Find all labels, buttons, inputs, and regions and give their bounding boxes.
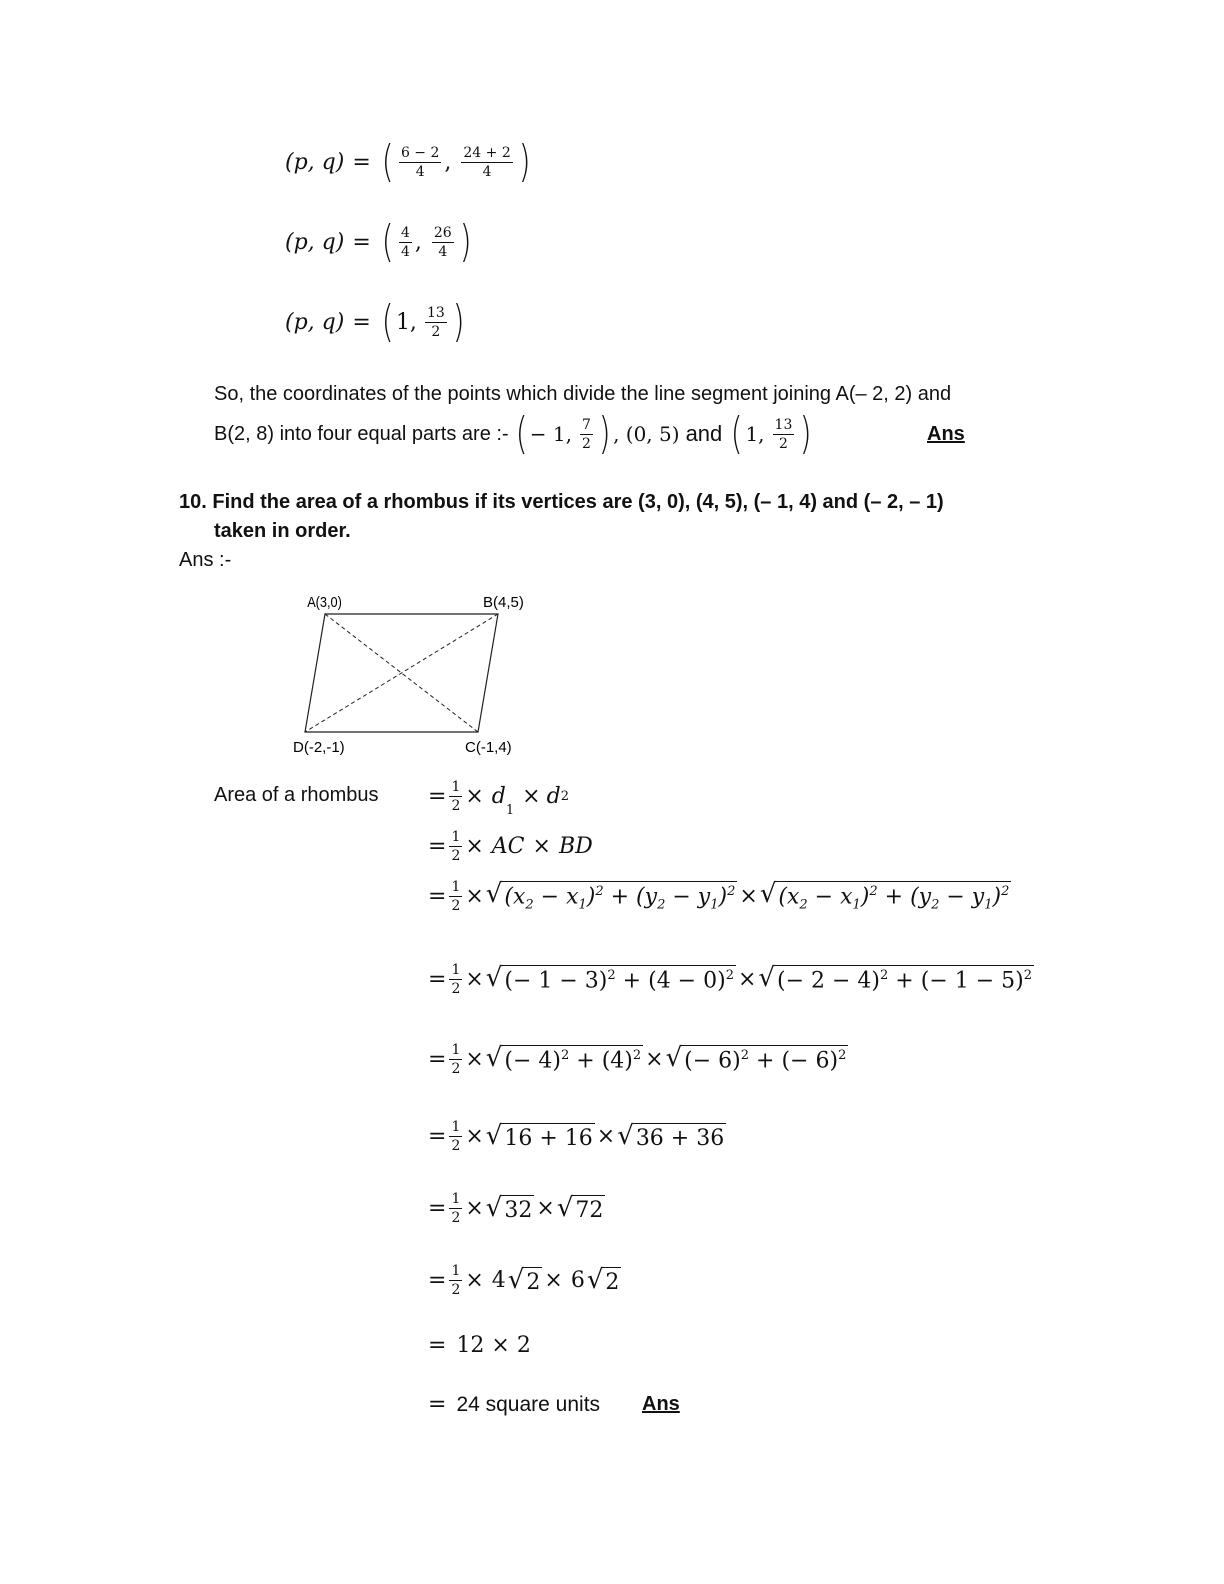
exponent: 2 xyxy=(632,1048,642,1064)
exponent: 2 xyxy=(838,1048,847,1064)
numerator: 26 xyxy=(433,224,452,241)
equals-sign: = xyxy=(428,1196,447,1221)
times-sign: × xyxy=(596,1124,616,1149)
denominator: 2 xyxy=(451,1061,461,1077)
times-sign: × xyxy=(645,1047,664,1072)
fraction xyxy=(773,418,795,451)
pq-lhs: (p, q) xyxy=(285,309,345,335)
radicand xyxy=(682,1045,848,1073)
solution-step-5 xyxy=(428,1043,850,1076)
denominator: 2 xyxy=(451,1282,461,1298)
exponent: 2 xyxy=(880,968,889,984)
fraction xyxy=(399,146,441,179)
denominator: 2 xyxy=(451,848,461,864)
times-sign: × xyxy=(465,1268,484,1293)
exponent: 2 xyxy=(725,968,734,984)
times-sign: × xyxy=(465,784,484,809)
times-sign: × xyxy=(522,784,541,809)
fraction xyxy=(425,306,447,339)
denominator: 2 xyxy=(431,323,441,340)
sqrt-ac xyxy=(485,1192,535,1223)
and-word: and xyxy=(685,421,723,446)
radicand: 32 xyxy=(502,1195,534,1223)
close-paren: ) xyxy=(598,408,611,459)
subscript: 1 xyxy=(505,803,515,818)
radical-icon: √ xyxy=(556,1192,574,1223)
subscript: 2 xyxy=(560,789,569,804)
conclusion-line-2 xyxy=(214,408,815,459)
fraction xyxy=(399,226,412,259)
denominator: 2 xyxy=(451,1210,461,1226)
radicand: $(x_2 - x_1)^2 + (y_2 - y_1)^2$ xyxy=(776,881,1011,913)
close-paren: ) xyxy=(518,136,531,187)
numerator: 1 xyxy=(451,962,461,978)
fraction xyxy=(461,146,512,179)
sqrt-ac xyxy=(486,1045,643,1073)
close-paren: ) xyxy=(799,408,812,459)
solution-step-2 xyxy=(428,830,593,863)
comma: , xyxy=(613,422,626,446)
numerator: 1 xyxy=(451,1042,461,1058)
rhombus-diagram xyxy=(280,585,540,765)
numerator: 13 xyxy=(774,416,793,433)
radicand: 36 + 36 xyxy=(634,1123,726,1151)
half-fraction xyxy=(449,780,462,813)
diagonal-ac: AC xyxy=(491,834,525,859)
term: (− 6) xyxy=(684,1048,741,1074)
numerator: 7 xyxy=(581,416,591,433)
term: (− 1 − 3) xyxy=(504,968,608,994)
term: (4) xyxy=(601,1048,633,1074)
radical-icon: √ xyxy=(485,963,503,994)
denominator: 2 xyxy=(451,981,461,997)
diagonal-d1: d xyxy=(491,784,506,809)
equals-sign: = xyxy=(352,149,371,175)
radical-icon: √ xyxy=(507,1264,525,1295)
close-paren: ) xyxy=(452,296,465,347)
plus-sign: + xyxy=(756,1048,775,1074)
comma: , xyxy=(414,229,429,255)
sqrt-bd xyxy=(758,965,1034,993)
half-fraction xyxy=(449,1192,462,1225)
exponent: 2 xyxy=(1023,968,1033,984)
answer-mark: Ans xyxy=(927,423,965,445)
vertex-label-d: D(-2,-1) xyxy=(293,739,345,756)
pq-lhs: (p, q) xyxy=(285,149,345,175)
radical-icon: √ xyxy=(586,1264,604,1295)
question-number: 10. xyxy=(179,491,207,513)
denominator: 2 xyxy=(451,898,461,914)
numerator: 1 xyxy=(451,1119,461,1135)
term: (− 6) xyxy=(781,1048,839,1074)
close-paren: ) xyxy=(459,216,472,267)
term: (− 4) xyxy=(504,1048,561,1074)
open-paren: ( xyxy=(730,408,743,459)
radicand: 2 xyxy=(603,1267,621,1295)
half-fraction xyxy=(449,880,462,913)
radical-icon: √ xyxy=(758,963,775,994)
vertex-label-b: B(4,5) xyxy=(483,594,524,611)
solution-step-6 xyxy=(428,1120,728,1153)
times-sign: × xyxy=(465,834,484,859)
conclusion-line-1: So, the coordinates of the points which divide the line segment joining A(– 2, 2) and xyxy=(214,383,952,405)
numerator: 1 xyxy=(451,1191,461,1207)
equals-sign: = xyxy=(428,1333,447,1358)
equals-sign: = xyxy=(428,784,447,809)
sqrt-ac xyxy=(486,965,736,993)
equals-sign: = xyxy=(352,309,371,335)
sqrt-two xyxy=(586,1264,622,1295)
times-sign: × xyxy=(544,1268,563,1293)
answer-mark: Ans xyxy=(642,1393,680,1415)
denominator: 4 xyxy=(482,163,492,180)
times-sign: × xyxy=(465,884,484,909)
numerator: 4 xyxy=(400,224,410,241)
solution-step-3 xyxy=(428,880,1013,913)
radicand: 2 xyxy=(524,1267,542,1295)
point1-x: − 1, xyxy=(529,422,572,446)
pq-step-3 xyxy=(285,296,467,347)
radicand xyxy=(502,1045,643,1073)
numerator: 1 xyxy=(451,1263,461,1279)
open-paren: ( xyxy=(381,136,394,187)
times-sign: × xyxy=(465,1124,484,1149)
solution-step-4 xyxy=(428,963,1036,996)
plus-sign: + xyxy=(576,1048,595,1074)
comma: , xyxy=(444,149,459,175)
whole-value: 1, xyxy=(395,309,417,335)
denominator: 2 xyxy=(581,435,591,452)
fraction xyxy=(580,418,593,451)
radical-icon: √ xyxy=(485,1120,503,1151)
open-paren: ( xyxy=(515,408,528,459)
equals-sign: = xyxy=(428,1268,447,1293)
open-paren: ( xyxy=(381,216,394,267)
plus-sign: + xyxy=(895,968,914,994)
radicand: $(x_2 - x_1)^2 + (y_2 - y_1)^2$ xyxy=(502,881,737,913)
area-label: Area of a rhombus xyxy=(214,784,379,806)
times-sign: × xyxy=(465,967,484,992)
half-fraction xyxy=(449,1264,462,1297)
sqrt-bd xyxy=(556,1192,606,1223)
sqrt-ac xyxy=(485,1120,595,1151)
vertex-label-c: C(-1,4) xyxy=(465,739,512,756)
denominator: 2 xyxy=(779,435,788,452)
sqrt-bd xyxy=(666,1045,849,1073)
point3-x: 1, xyxy=(745,422,765,446)
numerator: 24 + 2 xyxy=(463,144,511,161)
times-sign: × xyxy=(532,834,551,859)
exponent: 2 xyxy=(560,1048,570,1064)
radical-icon: √ xyxy=(617,1120,634,1151)
times-sign: × xyxy=(737,967,757,992)
numerator: 1 xyxy=(451,829,461,845)
diagonal-bd: BD xyxy=(558,834,593,859)
conclusion-prefix: B(2, 8) into four equal parts are :- xyxy=(214,422,509,445)
diagonal-d2: d xyxy=(546,784,561,809)
numerator: 6 − 2 xyxy=(400,144,440,161)
answer-label: Ans :- xyxy=(179,549,232,571)
equals-sign: = xyxy=(428,884,447,909)
diagonal-bd xyxy=(305,614,498,732)
term: (4 − 0) xyxy=(648,968,726,994)
pq-step-1 xyxy=(285,136,533,187)
plus-sign: + xyxy=(622,968,642,994)
equals-sign: = xyxy=(428,1124,447,1149)
pq-lhs: (p, q) xyxy=(285,229,345,255)
numerator: 13 xyxy=(426,304,445,321)
sqrt-distance-bd xyxy=(759,878,1012,913)
denominator: 2 xyxy=(451,798,461,814)
solution-step-1 xyxy=(428,779,569,818)
sqrt-bd xyxy=(617,1120,726,1151)
numerator: 1 xyxy=(451,879,461,895)
open-paren: ( xyxy=(381,296,394,347)
numerator: 1 xyxy=(451,779,461,795)
fraction xyxy=(432,226,454,259)
radical-icon: √ xyxy=(485,1043,503,1074)
equals-sign: = xyxy=(428,834,447,859)
sqrt-distance-ac xyxy=(485,878,738,913)
denominator: 2 xyxy=(451,1138,461,1154)
equals-sign: = xyxy=(428,1047,447,1072)
denominator: 4 xyxy=(438,243,448,260)
half-fraction xyxy=(449,963,462,996)
radical-icon: √ xyxy=(665,1043,683,1074)
final-result: 24 square units xyxy=(456,1392,601,1416)
solution-step-7 xyxy=(428,1192,607,1225)
radical-icon: √ xyxy=(485,878,503,909)
question-text: Find the area of a rhombus if its vertices are (3, 0), (4, 5), (– 1, 4) and (– 2, – 1) xyxy=(212,491,944,513)
product: 12 × 2 xyxy=(456,1333,531,1358)
term: (− 1 − 5) xyxy=(920,968,1024,994)
times-sign: × xyxy=(739,884,758,909)
question-line-2: taken in order. xyxy=(214,520,351,542)
half-fraction xyxy=(449,1043,462,1076)
radicand: 72 xyxy=(573,1195,605,1223)
question-line-1 xyxy=(179,491,944,514)
denominator: 4 xyxy=(400,243,410,260)
point2: (0, 5) xyxy=(625,422,680,446)
pq-step-2 xyxy=(285,216,474,267)
half-fraction xyxy=(449,1120,462,1153)
radical-icon: √ xyxy=(485,1192,503,1223)
times-sign: × xyxy=(536,1196,555,1221)
radicand xyxy=(775,965,1034,993)
coefficient: 6 xyxy=(570,1268,585,1293)
coefficient: 4 xyxy=(491,1268,506,1293)
term: (− 2 − 4) xyxy=(777,968,881,994)
equals-sign: = xyxy=(352,229,371,255)
radicand: 16 + 16 xyxy=(502,1123,594,1151)
equals-sign: = xyxy=(428,967,447,992)
denominator: 4 xyxy=(415,163,425,180)
half-fraction xyxy=(449,830,462,863)
exponent: 2 xyxy=(740,1048,750,1064)
solution-step-10 xyxy=(428,1392,600,1417)
radical-icon: √ xyxy=(759,878,777,909)
radicand xyxy=(502,965,736,993)
times-sign: × xyxy=(465,1047,484,1072)
vertex-label-a: A(3,0) xyxy=(307,592,342,611)
exponent: 2 xyxy=(607,968,616,984)
equals-sign: = xyxy=(428,1392,447,1417)
solution-step-9 xyxy=(428,1333,531,1358)
sqrt-two xyxy=(507,1264,543,1295)
solution-step-8 xyxy=(428,1264,623,1297)
times-sign: × xyxy=(465,1196,484,1221)
